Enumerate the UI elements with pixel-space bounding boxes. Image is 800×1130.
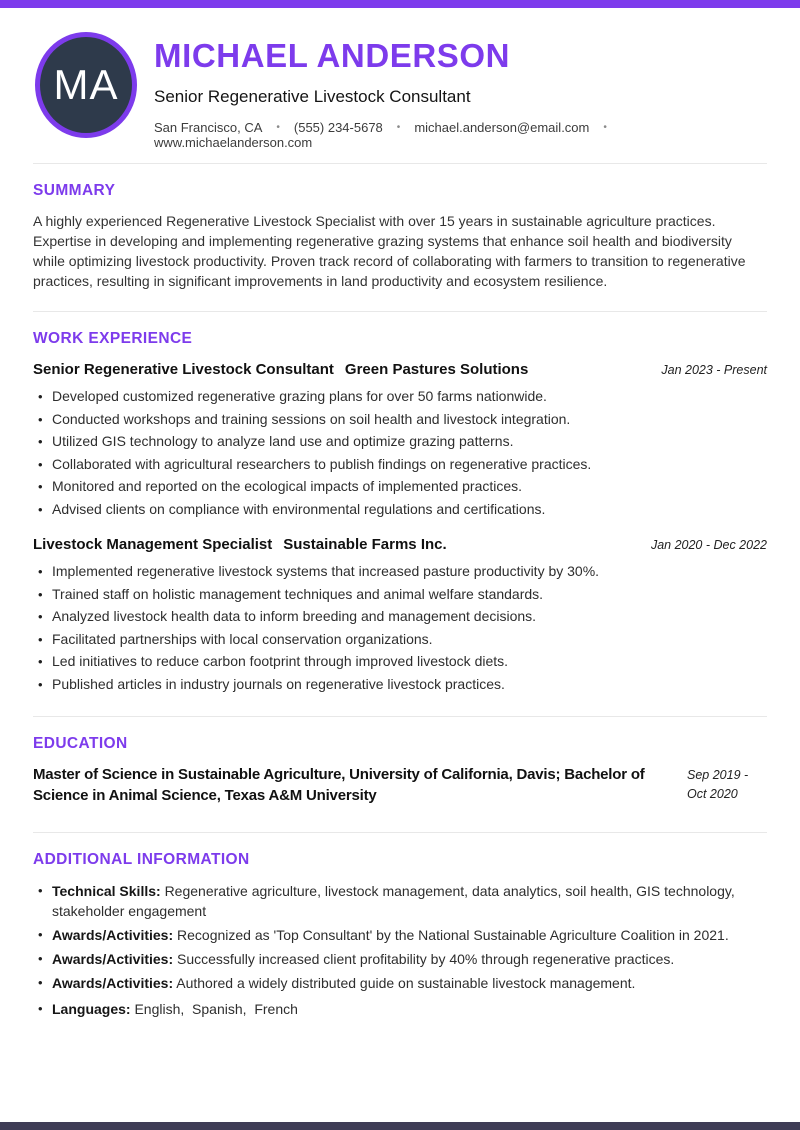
resume-header	[0, 0, 800, 150]
info-label: Technical Skills:	[52, 883, 161, 899]
info-value: Authored a widely distributed guide on sustainable livestock management.	[176, 975, 636, 991]
bullet-item	[38, 455, 767, 475]
experience-section	[0, 329, 800, 694]
info-text	[52, 973, 767, 993]
bullet-text: Implemented regenerative livestock systems that increased pasture productivity by 30%.	[52, 563, 600, 579]
job-title-company	[33, 536, 447, 553]
bullet-item	[38, 675, 767, 695]
info-label: Awards/Activities:	[52, 927, 174, 943]
job-entry	[33, 361, 767, 519]
info-text	[52, 925, 767, 945]
name-heading: MICHAEL ANDERSON	[154, 37, 511, 74]
bullet-dot: •	[38, 654, 43, 669]
bullet-dot: •	[38, 564, 43, 579]
job-header	[33, 536, 767, 553]
jobs-list	[33, 361, 767, 694]
bullet-dot: •	[38, 411, 43, 427]
bullet-item	[38, 652, 767, 672]
info-value: English, Spanish, French	[134, 1001, 298, 1017]
education-section	[0, 734, 800, 806]
info-item	[38, 973, 767, 993]
divider	[33, 832, 767, 833]
job-entry	[33, 536, 767, 694]
additional-section	[0, 850, 800, 1019]
education-heading: EDUCATION	[33, 735, 128, 752]
bullet-item	[38, 630, 767, 650]
bullet-text: Published articles in industry journals on regenerative livestock practices.	[52, 675, 505, 692]
contact-item: San Francisco, CA	[154, 120, 263, 135]
bullet-item	[38, 477, 767, 497]
bullet-dot: •	[38, 586, 43, 602]
bullet-dot: •	[38, 389, 43, 404]
bullet-item	[38, 410, 767, 430]
bullet-dot: •	[38, 951, 43, 966]
education-entry	[33, 764, 767, 806]
bullet-text: Conducted workshops and training sessions on soil health and livestock integration.	[52, 410, 571, 427]
info-value: Regenerative agriculture, livestock management, data analytics, soil health, GIS technology, stakeholder engagement	[52, 883, 739, 919]
summary-heading: SUMMARY	[33, 182, 116, 199]
header-text	[154, 32, 767, 150]
job-dates: Jan 2020 - Dec 2022	[650, 538, 767, 552]
bullet-text: Led initiatives to reduce carbon footprint through improved livestock diets.	[52, 653, 509, 669]
education-dates: Sep 2019 - Oct 2020	[687, 768, 749, 801]
bullet-item	[38, 585, 767, 605]
info-item	[38, 999, 767, 1019]
avatar-initials: MA	[53, 61, 119, 108]
experience-heading: WORK EXPERIENCE	[33, 330, 193, 347]
info-label: Languages:	[52, 1001, 131, 1017]
divider	[33, 311, 767, 312]
bullet-dot: •	[38, 434, 43, 449]
job-company: Green Pastures Solutions	[344, 361, 529, 378]
divider	[33, 716, 767, 717]
additional-list	[33, 881, 767, 1019]
job-dates: Jan 2023 - Present	[661, 363, 767, 377]
header-job-title: Senior Regenerative Livestock Consultant	[154, 87, 471, 106]
divider	[33, 163, 767, 164]
info-item	[38, 881, 767, 921]
summary-text: A highly experienced Regenerative Livestock Specialist with over 15 years in sustainable agriculture practices. Expertise in developing and implementing regenerative grazing systems that enhance soil health and biodiversity while optimizing livestock productivity. Proven track record of collaborating with farmers to transition to regenerative practices, resulting in significant improvements in land productivity and ecosystem resilience.	[33, 213, 746, 289]
info-text	[52, 881, 767, 921]
bullet-text: Collaborated with agricultural researchers to publish findings on regenerative practices.	[52, 455, 592, 472]
bullet-dot: •	[38, 609, 43, 624]
info-item	[38, 949, 767, 969]
bullet-dot: •	[38, 975, 43, 990]
info-label: Awards/Activities:	[52, 975, 174, 991]
contact-item: www.michaelanderson.com	[154, 135, 313, 150]
bullet-text: Analyzed livestock health data to inform breeding and management decisions.	[52, 608, 537, 624]
job-title-company	[33, 361, 528, 378]
bullet-dot: •	[38, 1001, 43, 1016]
bullet-item	[38, 562, 767, 582]
bullet-dot: •	[38, 883, 43, 898]
bullet-item	[38, 387, 767, 407]
job-company: Sustainable Farms Inc.	[283, 536, 447, 553]
contact-row	[154, 120, 767, 150]
bullet-dot: •	[38, 501, 43, 517]
contact-separator: •	[276, 122, 280, 133]
bullet-item	[38, 500, 767, 520]
bullet-text: Developed customized regenerative grazing plans for over 50 farms nationwide.	[52, 388, 547, 404]
info-text	[52, 999, 767, 1019]
job-bullets	[33, 387, 767, 519]
info-value: Successfully increased client profitability by 40% through regenerative practices.	[177, 951, 675, 967]
job-bullets	[33, 562, 767, 694]
info-text	[52, 949, 767, 969]
bullet-dot: •	[38, 676, 43, 692]
bullet-dot: •	[38, 927, 43, 942]
bullet-dot: •	[38, 479, 43, 494]
bullet-dot: •	[38, 631, 43, 647]
contact-item: michael.anderson@email.com	[414, 120, 590, 135]
contact-separator: •	[396, 122, 401, 133]
summary-section	[0, 181, 800, 291]
info-value: Recognized as 'Top Consultant' by the National Sustainable Agriculture Coalition in 2021.	[177, 927, 729, 943]
bullet-dot: •	[38, 456, 43, 472]
bullet-text: Advised clients on compliance with environmental regulations and certifications.	[52, 500, 546, 517]
bullet-item	[38, 432, 767, 452]
job-title: Senior Regenerative Livestock Consultant	[33, 361, 334, 378]
info-label: Awards/Activities:	[52, 951, 174, 967]
job-header	[33, 361, 767, 378]
top-accent-bar	[0, 0, 800, 8]
contact-item: (555) 234-5678	[293, 120, 383, 135]
bullet-text: Facilitated partnerships with local conservation organizations.	[52, 630, 433, 647]
bottom-accent-bar	[0, 1122, 800, 1130]
education-degree: Master of Science in Sustainable Agriculture, University of California, Davis; Bachelor of Science in Animal Science, Texas A&M University	[33, 766, 645, 804]
bullet-text: Monitored and reported on the ecological impacts of implemented practices.	[52, 478, 523, 494]
additional-heading: ADDITIONAL INFORMATION	[33, 851, 250, 868]
avatar	[35, 32, 137, 138]
bullet-text: Utilized GIS technology to analyze land use and optimize grazing patterns.	[52, 433, 514, 449]
bullet-item	[38, 607, 767, 627]
info-item	[38, 925, 767, 945]
bullet-text: Trained staff on holistic management techniques and animal welfare standards.	[52, 585, 544, 602]
job-title: Livestock Management Specialist	[33, 536, 273, 553]
contact-separator: •	[603, 122, 607, 133]
